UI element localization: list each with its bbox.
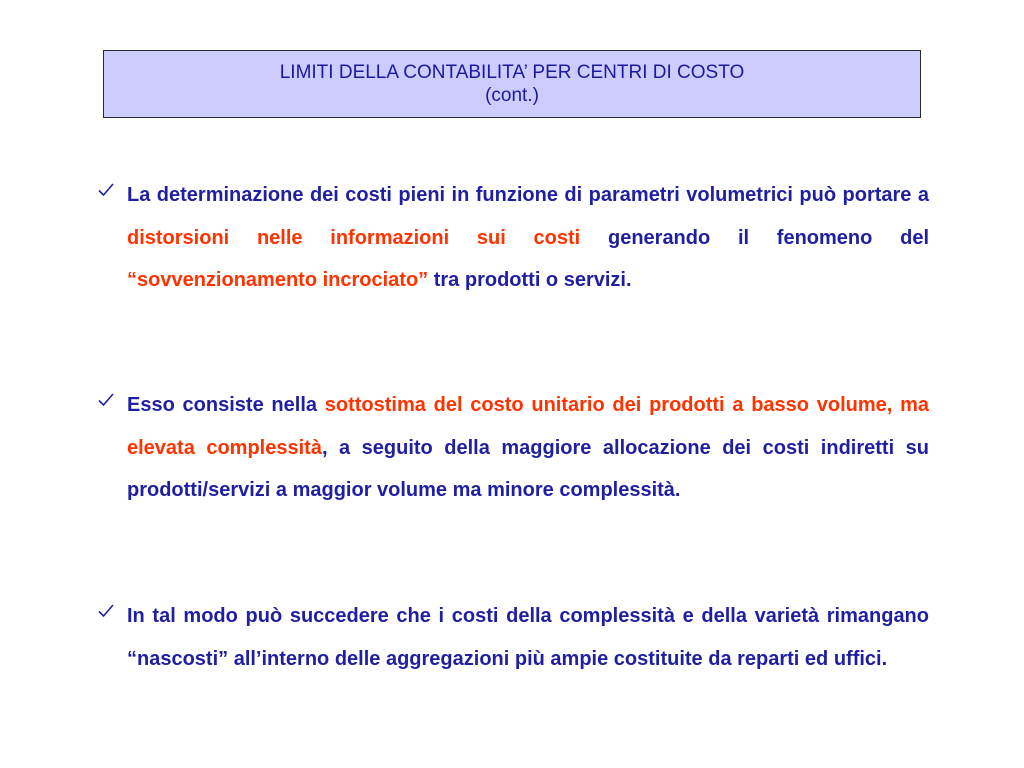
bullet-1-text-a: La determinazione dei costi pieni in funzione di parametri volumetrici può portare a — [127, 184, 929, 206]
checkmark-icon — [96, 390, 116, 410]
bullet-2-text-b: , a seguito della maggiore allocazione dei costi indiretti su prodotti/servizi a maggior volume ma minore complessità. — [127, 436, 929, 501]
bullet-2-text-a: Esso consiste nella — [127, 394, 325, 416]
bullet-text-3 — [127, 595, 929, 680]
bullet-item-1 — [96, 174, 929, 302]
bullet-1-text-b: generando il fenomeno del — [580, 226, 929, 249]
checkmark-icon — [96, 601, 116, 621]
bullet-2-highlight-a: sottostima del costo unitario dei prodotti a basso volume, ma elevata complessità — [127, 394, 929, 459]
bullet-1-highlight-b: “sovvenzionamento incrociato” — [127, 269, 429, 291]
bullet-1-text-c: tra prodotti o servizi. — [428, 269, 632, 291]
bullet-text-1 — [127, 174, 929, 302]
bullet-item-3 — [96, 595, 929, 680]
slide-subtitle: (cont.) — [485, 85, 539, 106]
checkmark-icon — [96, 180, 116, 200]
bullet-text-2 — [127, 384, 929, 512]
bullet-1-highlight-a: distorsioni nelle informazioni sui costi — [127, 226, 581, 249]
slide-title-box — [103, 50, 921, 118]
slide-title: LIMITI DELLA CONTABILITA’ PER CENTRI DI COSTO — [279, 62, 745, 83]
bullet-3-text-a: In tal modo può succedere che i costi della complessità e della varietà rimangano “nascosti” all’interno delle aggregazioni più ampie costituite da reparti ed uffici. — [127, 605, 929, 670]
bullet-item-2 — [96, 384, 929, 512]
